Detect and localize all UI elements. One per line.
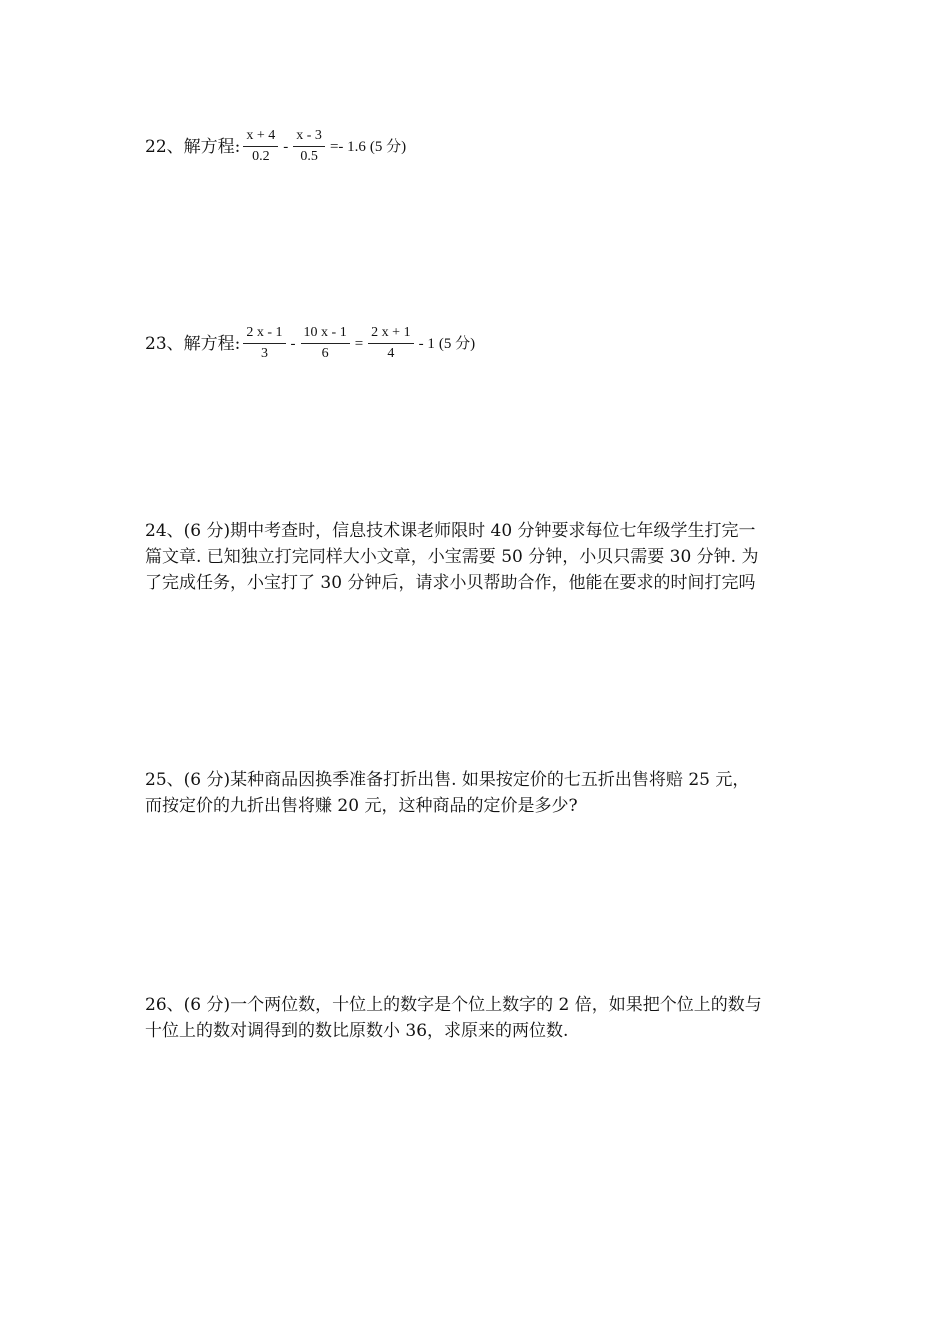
q22-label: 22、解方程: <box>145 136 241 157</box>
q26-line: 十位上的数对调得到的数比原数小 36，求原来的两位数. <box>145 1021 569 1041</box>
q22-score: (5 分) <box>369 138 407 155</box>
question-23 <box>145 325 477 362</box>
q23-rhs: - 1 <box>418 335 435 352</box>
q23-f1-numerator: 2 x - 1 <box>243 325 285 344</box>
q22-f1-numerator: x + 4 <box>243 128 278 147</box>
q22-f2-numerator: x - 3 <box>293 128 325 147</box>
question-24 <box>145 518 759 596</box>
q22-fraction-1 <box>243 128 278 165</box>
q22-rhs: =- 1.6 <box>329 138 366 155</box>
q23-f2-numerator: 10 x - 1 <box>301 325 350 344</box>
q22-minus: - <box>283 138 289 155</box>
question-26 <box>145 992 762 1044</box>
q24-line: 篇文章. 已知独立打完同样大小文章，小宝需要 50 分钟，小贝只需要 30 分钟. 为 <box>145 547 759 567</box>
q25-line: 25、(6 分)某种商品因换季准备打折出售. 如果按定价的七五折出售将赔 25 元， <box>145 770 750 790</box>
question-22 <box>145 128 408 165</box>
q23-f3-denominator: 4 <box>387 346 395 361</box>
q25-line: 而按定价的九折出售将赚 20 元，这种商品的定价是多少? <box>145 796 578 816</box>
q22-f2-denominator: 0.5 <box>300 149 318 164</box>
q24-line: 24、(6 分)期中考查时，信息技术课老师限时 40 分钟要求每位七年级学生打完一 <box>145 521 756 541</box>
q23-fraction-1 <box>243 325 285 362</box>
q23-equals: = <box>354 335 364 352</box>
q26-line: 26、(6 分)一个两位数，十位上的数字是个位上数字的 2 倍，如果把个位上的数与 <box>145 995 762 1015</box>
q23-fraction-2 <box>301 325 350 362</box>
question-25 <box>145 767 749 819</box>
q22-fraction-2 <box>293 128 325 165</box>
q24-line: 了完成任务，小宝打了 30 分钟后，请求小贝帮助合作，他能在要求的时间打完吗 <box>145 573 756 593</box>
q23-f3-numerator: 2 x + 1 <box>368 325 413 344</box>
q23-f1-denominator: 3 <box>260 346 268 361</box>
q23-minus: - <box>290 335 296 352</box>
q22-f1-denominator: 0.2 <box>252 149 270 164</box>
q23-fraction-3 <box>368 325 413 362</box>
q23-label: 23、解方程: <box>145 333 241 354</box>
q23-f2-denominator: 6 <box>321 346 329 361</box>
q23-score: (5 分) <box>438 335 476 352</box>
